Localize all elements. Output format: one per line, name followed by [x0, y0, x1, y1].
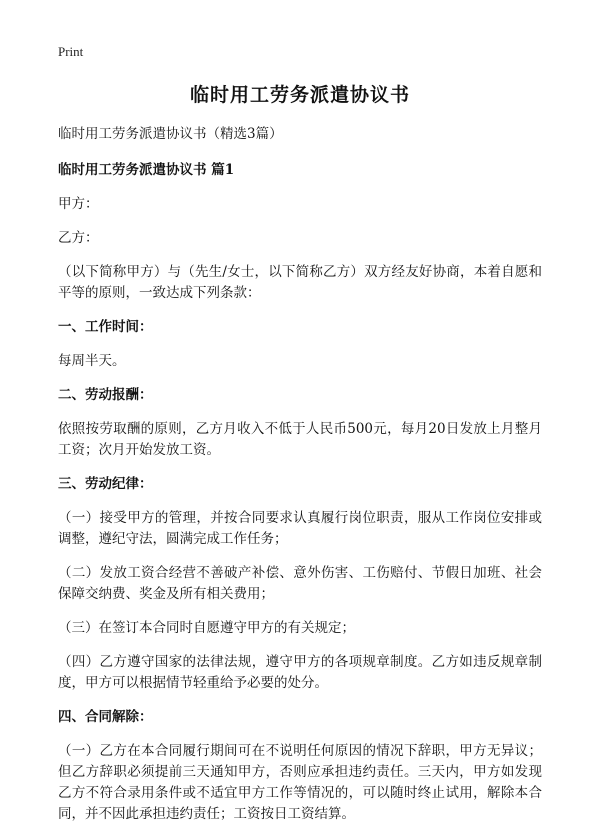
section-paragraph: （四）乙方遵守国家的法律法规，遵守甲方的各项规章制度。乙方如违反规章制度，甲方可以根据情节轻重给予必要的处分。	[58, 654, 542, 691]
section-heading-work-time: 一、工作时间：	[58, 319, 153, 335]
document-title: 临时用工劳务派遣协议书	[189, 84, 410, 106]
party-a-line: 甲方：	[58, 196, 99, 212]
section-paragraph: 依照按劳取酬的原则，乙方月收入不低于人民币500元，每月20日发放上月整月工资；次月开始发放工资。	[58, 421, 542, 458]
document-subtitle: 临时用工劳务派遣协议书（精选3篇）	[58, 126, 283, 142]
section-heading-remuneration: 二、劳动报酬：	[58, 387, 153, 403]
party-b-line: 乙方：	[58, 230, 99, 246]
print-link[interactable]: Print	[58, 44, 84, 59]
part-heading: 临时用工劳务派遣协议书 篇1	[58, 162, 235, 178]
section-paragraph: （一）接受甲方的管理，并按合同要求认真履行岗位职责，服从工作岗位安排或调整，遵纪守法，圆满完成工作任务；	[58, 510, 542, 547]
intro-paragraph: （以下简称甲方）与（先生/女士，以下简称乙方）双方经友好协商，本着自愿和平等的原则，一致达成下列条款：	[58, 264, 542, 301]
section-paragraph: 每周半天。	[58, 353, 126, 369]
sections-container	[58, 317, 542, 825]
section-paragraph: （二）发放工资合经营不善破产补偿、意外伤害、工伤赔付、节假日加班、社会保障交纳费、奖金及所有相关费用；	[58, 565, 542, 602]
section-heading-termination: 四、合同解除：	[58, 709, 153, 725]
section-paragraph: （三）在签订本合同时自愿遵守甲方的有关规定；	[58, 620, 355, 636]
section-paragraph: （一）乙方在本合同履行期间可在不说明任何原因的情况下辞职，甲方无异议；但乙方辞职必须提前三天通知甲方，否则应承担违约责任。三天内，甲方如发现乙方不符合录用条件或不适宜甲方工作等情况的，可以随时终止试用，解除本合同，并不因此承担违约责任；工资按日工资结算。	[58, 743, 542, 822]
section-heading-discipline: 三、劳动纪律：	[58, 476, 153, 492]
